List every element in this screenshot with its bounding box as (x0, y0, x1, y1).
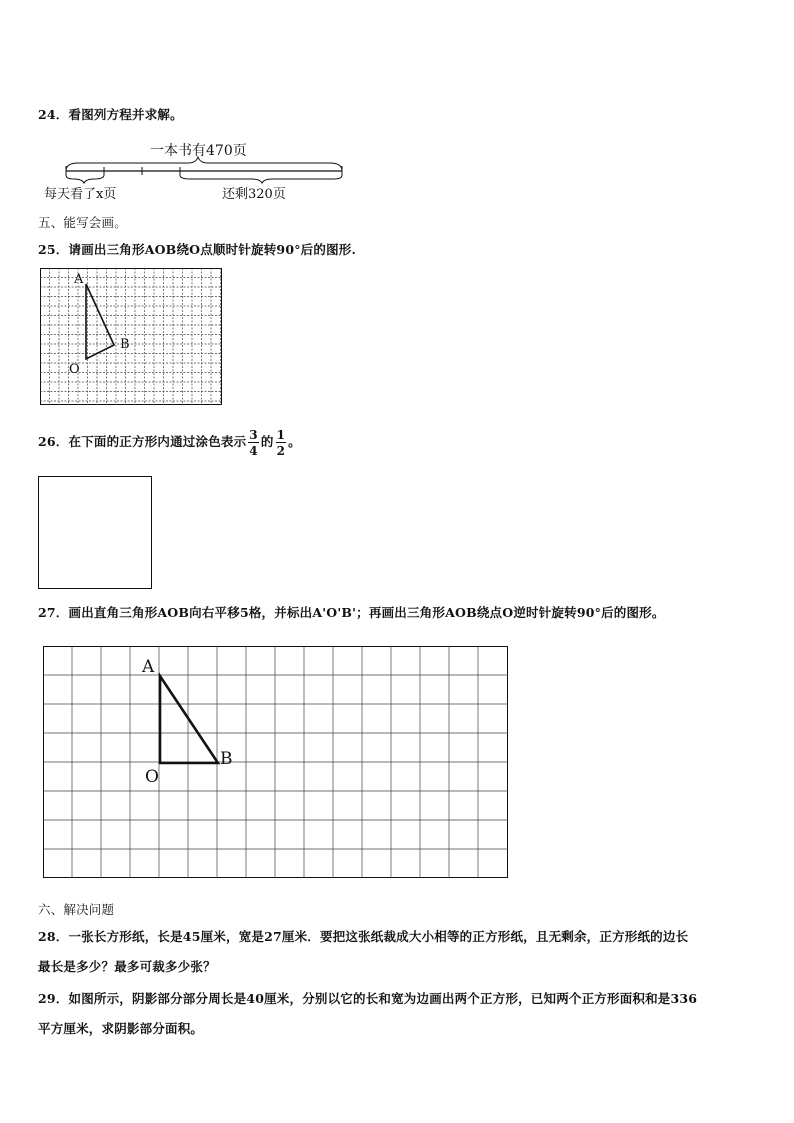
question-26-prefix: 26．在下面的正方形内通过涂色表示 (38, 434, 247, 449)
question-25-text: 25．请画出三角形AOB绕O点顺时针旋转90°后的图形. (38, 242, 357, 257)
grid-25-border (41, 269, 222, 405)
question-24-text: 24．看图列方程并求解。 (38, 107, 183, 122)
vertex-a-label: A (74, 272, 84, 287)
daily-brace (66, 175, 104, 183)
question-26-text (38, 425, 301, 459)
question-28-line-1: 28．一张长方形纸，长是45厘米，宽是27厘米．要把这张纸裁成大小相等的正方形纸，且无剩余，正方形纸的边长 (38, 929, 689, 944)
question-29-line-2: 平方厘米，求阴影部分面积。 (38, 1021, 204, 1036)
vertex-o-label-27: O (145, 767, 159, 787)
vertex-a-label-27: A (142, 657, 155, 677)
fraction-2-denominator: 2 (276, 443, 286, 458)
question-29-line-1: 29．如图所示，阴影部分部分周长是40厘米，分别以它的长和宽为边画出两个正方形，已知两个正方形面积和是336 (38, 991, 698, 1006)
fraction-one-half (276, 429, 287, 457)
blank-square[interactable] (38, 476, 152, 589)
daily-read-label: 每天看了x页 (44, 187, 117, 202)
section-6-title: 六、解决问题 (38, 902, 115, 917)
question-26-suffix: 。 (288, 434, 301, 449)
fraction-three-quarters (248, 429, 259, 457)
grid-25 (40, 268, 222, 405)
section-5-title: 五、能写会画。 (38, 215, 127, 230)
question-27-text: 27．画出直角三角形AOB向右平移5格，并标出A'O'B'；再画出三角形AOB绕点O逆时针旋转90°后的图形。 (38, 605, 665, 620)
total-brace (66, 157, 342, 171)
question-28-line-2: 最长是多少？最多可裁多少张？ (38, 959, 216, 974)
vertex-b-label-27: B (220, 749, 233, 769)
question-26-mid: 的 (260, 434, 274, 449)
remaining-brace (180, 175, 342, 183)
vertex-o-label: O (69, 362, 80, 377)
book-pages-diagram (38, 135, 358, 205)
grid-27 (43, 646, 508, 878)
total-pages-label: 一本书有470页 (150, 143, 247, 159)
fraction-2-numerator: 1 (276, 427, 286, 442)
vertex-b-label: B (120, 337, 130, 352)
remaining-pages-label: 还剩320页 (222, 187, 286, 202)
fraction-1-denominator: 4 (249, 443, 258, 458)
fraction-1-numerator: 3 (249, 427, 258, 442)
